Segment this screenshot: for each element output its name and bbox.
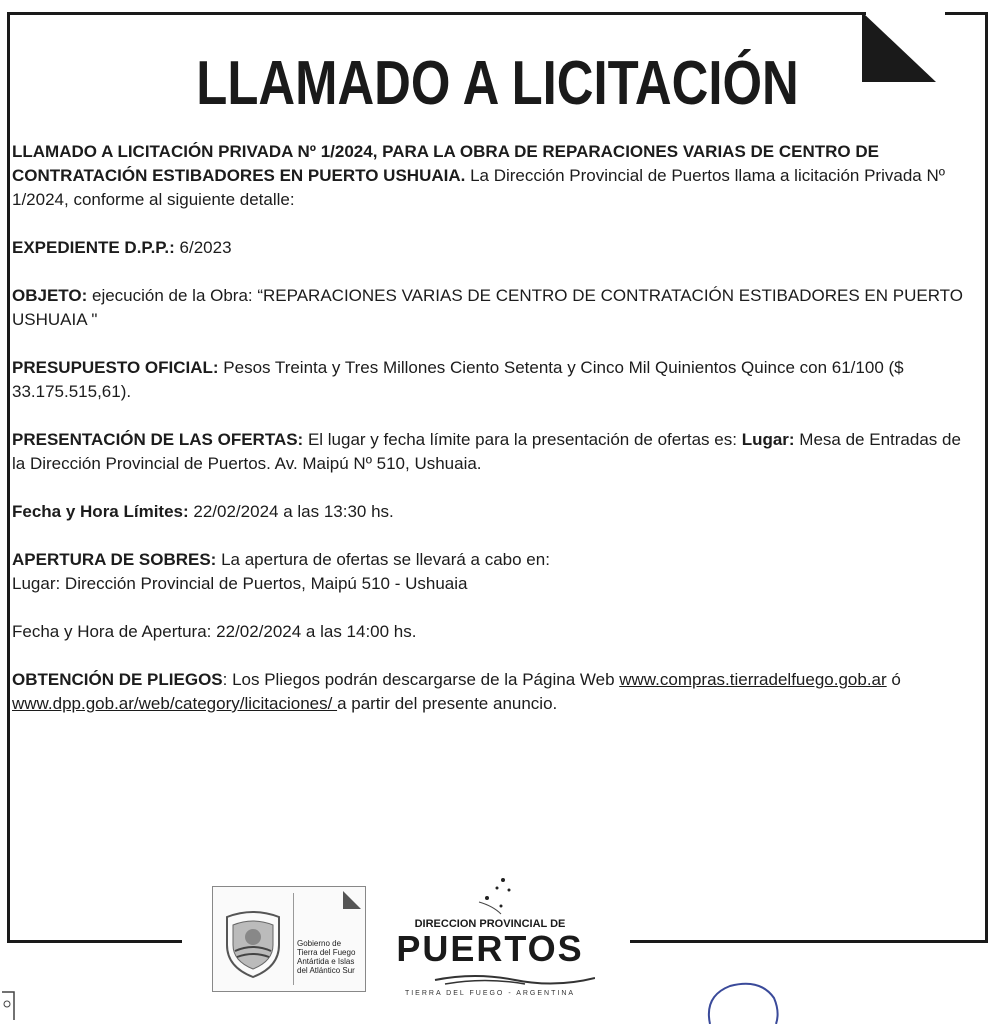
gobierno-tierra-del-fuego-logo [212,886,366,992]
presupuesto-label: PRESUPUESTO OFICIAL: [12,358,219,377]
frame-top-right-border [945,12,987,15]
apertura-lugar: Lugar: Dirección Provincial de Puertos, Maipú 510 - Ushuaia [12,574,468,593]
frame-bottom-left-border [7,940,182,943]
frame-right-border [985,12,988,942]
handwritten-circle-mark [700,978,782,1024]
objeto-paragraph [12,284,978,332]
presentacion-text: El lugar y fecha límite para la presentación de ofertas es: [303,430,742,449]
pliegos-text2: ó [886,670,901,689]
fecha-limite-label: Fecha y Hora Límites: [12,502,189,521]
apertura-text: La apertura de ofertas se llevará a cabo en: [216,550,550,569]
presentacion-paragraph [12,428,978,476]
provincial-shield-icon [221,907,285,979]
objeto-value: ejecución de la Obra: “REPARACIONES VARIAS DE CENTRO DE CONTRATACIÓN ESTIBADORES EN PUERTO USHUAIA " [12,286,963,329]
frame-left-border [7,12,10,942]
logo-divider [293,893,294,985]
expediente-value: 6/2023 [174,238,232,257]
pliegos-text3: a partir del presente anuncio. [337,694,558,713]
frame-top-border [8,12,866,15]
intro-paragraph [12,140,978,212]
expediente-paragraph [12,236,978,260]
presentacion-label: PRESENTACIÓN DE LAS OFERTAS: [12,430,304,449]
apertura-label: APERTURA DE SOBRES: [12,550,217,569]
direccion-provincial-puertos-logo [385,876,605,1006]
fecha-limite-value: 22/02/2024 a las 13:30 hs. [188,502,394,521]
wave-icon [395,972,595,986]
presentacion-lugar-value: Mesa de Entradas de la Dirección Provincial de Puertos. Av. Maipú Nº 510, Ushuaia. [12,430,961,473]
apertura-paragraph [12,548,978,572]
frame-bottom-right-border [630,940,988,943]
presentacion-lugar-label: Lugar: [741,430,795,449]
announcement-body [12,140,978,740]
dpp-line-1: DIRECCION PROVINCIAL DE [414,918,566,930]
presupuesto-value: Pesos Treinta y Tres Millones Ciento Setenta y Cinco Mil Quinientos Quince con 61/100 ($ 33.175.515,61). [12,358,904,401]
compras-link[interactable]: www.compras.tierradelfuego.gob.ar [619,670,887,689]
dpp-line-2: PUERTOS [396,928,584,969]
pliegos-paragraph [12,668,978,716]
objeto-label: OBJETO: [12,286,88,305]
fecha-apertura-paragraph: Fecha y Hora de Apertura: 22/02/2024 a las 14:00 hs. [12,622,417,641]
fecha-limite-paragraph [12,500,978,524]
intro-text: La Dirección Provincial de Puertos llama a licitación Privada Nº 1/2024, conforme al siguiente detalle: [12,166,945,209]
stars-icon [473,876,523,916]
presupuesto-paragraph [12,356,978,404]
intro-bold: LLAMADO A LICITACIÓN PRIVADA Nº 1/2024, PARA LA OBRA DE REPARACIONES VARIAS DE CENTRO DE CONTRATACIÓN ESTIBADORES EN PUERTO USHUAIA. [12,142,879,185]
pliegos-label: OBTENCIÓN DE PLIEGOS [12,670,223,689]
dpp-licitaciones-link[interactable]: www.dpp.gob.ar/web/category/licitaciones/ [12,694,338,713]
dpp-line-3: TIERRA DEL FUEGO - ARGENTINA [404,990,576,997]
pliegos-text1: : Los Pliegos podrán descargarse de la Página Web [222,670,620,689]
page-title: LLAMADO A LICITACIÓN [196,49,799,118]
gobierno-text: Gobierno de Tierra del Fuego Antártida e Islas del Atlántico Sur [297,939,356,975]
logo-triangle-icon [343,891,361,909]
expediente-label: EXPEDIENTE D.P.P.: [12,238,175,257]
page-corner-mark [0,990,18,1024]
